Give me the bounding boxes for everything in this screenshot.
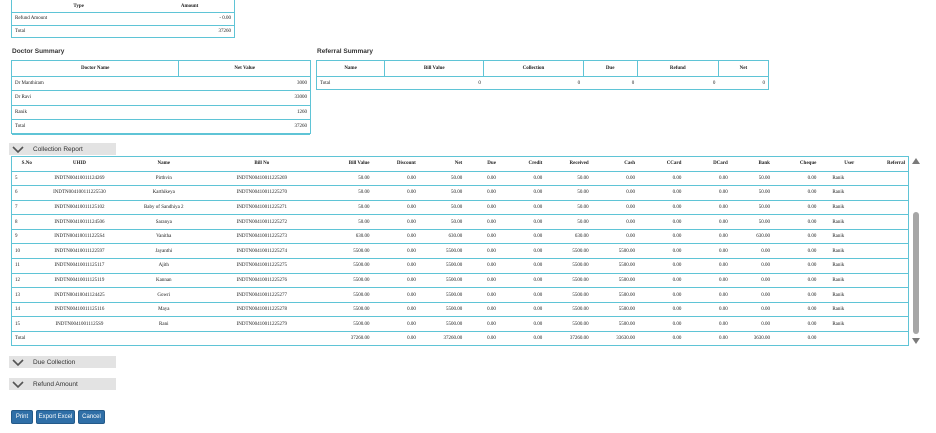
bank-cell: 0.00 xyxy=(731,244,773,259)
credit-cell: 0.00 xyxy=(499,200,545,215)
dcard-cell: 0.00 xyxy=(684,332,730,346)
table-row xyxy=(12,91,310,106)
uhid-cell: INDTN00410011124269 xyxy=(42,171,118,186)
column-header-bill-value: Bill Value xyxy=(313,157,372,171)
cash-cell: 5500.00 xyxy=(592,288,638,303)
cash-cell: 0.00 xyxy=(592,229,638,244)
discount-cell: 0.00 xyxy=(372,288,418,303)
dcard-cell: 0.00 xyxy=(684,244,730,259)
uhid-cell: INDTN00410011125116 xyxy=(42,302,118,317)
bill-no-cell: INDTN00410011225269 xyxy=(210,171,313,186)
table-header-row xyxy=(12,0,234,13)
referral-cell xyxy=(857,317,908,332)
cash-cell: 5500.00 xyxy=(592,273,638,288)
referral-cell xyxy=(857,186,908,201)
cash-cell: 0.00 xyxy=(592,200,638,215)
received-cell: 50.00 xyxy=(545,186,591,201)
due-cell: 0.00 xyxy=(465,288,499,303)
user-cell: Ranik xyxy=(819,317,857,332)
name-cell: Maya xyxy=(117,302,210,317)
collection-report-toggle[interactable] xyxy=(9,143,116,155)
column-header-bank: Bank xyxy=(731,157,773,171)
cash-cell: 33630.00 xyxy=(592,332,638,346)
net-cell: 5500.00 xyxy=(419,244,465,259)
table-header-row xyxy=(12,61,310,76)
received-cell: 5500.00 xyxy=(545,288,591,303)
column-header-collection: Collection xyxy=(484,61,583,76)
dcard-cell: 0.00 xyxy=(684,200,730,215)
column-header-name: Name xyxy=(117,157,210,171)
bill-no-cell: INDTN00410011225271 xyxy=(210,200,313,215)
bank-cell: 0.00 xyxy=(731,273,773,288)
user-cell: Ranik xyxy=(819,215,857,230)
cash-cell: 0.00 xyxy=(592,171,638,186)
name-cell: Ajith xyxy=(117,259,210,274)
column-header-doctor-name: Doctor Name xyxy=(12,61,179,76)
type-amount-table xyxy=(11,0,235,38)
sno-cell: 5 xyxy=(12,171,42,186)
credit-cell: 0.00 xyxy=(499,302,545,317)
discount-cell: 0.00 xyxy=(372,244,418,259)
table-row xyxy=(12,120,310,135)
bill-value-cell: 5500.00 xyxy=(313,244,372,259)
user-cell: Ranik xyxy=(819,273,857,288)
column-header-type: Type xyxy=(12,0,145,13)
table-row xyxy=(12,317,908,332)
due-cell: 0.00 xyxy=(465,200,499,215)
discount-cell: 0.00 xyxy=(372,171,418,186)
refund-amount-toggle[interactable] xyxy=(9,378,116,390)
amount-cell: - 0.00 xyxy=(145,13,234,26)
column-header-uhid: UHID xyxy=(42,157,118,171)
net-cell: 5500.00 xyxy=(419,273,465,288)
uhid-cell: INDTN00410011125119 xyxy=(42,273,118,288)
referral-summary-title: Referral Summary xyxy=(317,48,373,55)
credit-cell: 0.00 xyxy=(499,273,545,288)
ccard-cell: 0.00 xyxy=(638,244,684,259)
bill-value-cell: 5500.00 xyxy=(313,302,372,317)
table-row xyxy=(12,13,234,26)
cheque-cell: 0.00 xyxy=(773,332,819,346)
net-value-cell: 1260 xyxy=(179,105,310,120)
ccard-cell: 0.00 xyxy=(638,317,684,332)
sno-cell: 13 xyxy=(12,288,42,303)
uhid-cell xyxy=(42,332,118,346)
sno-cell: 9 xyxy=(12,229,42,244)
net-value-cell: 33000 xyxy=(179,91,310,106)
net-cell: 5500.00 xyxy=(419,259,465,274)
table-row xyxy=(12,76,310,91)
column-header-received: Received xyxy=(545,157,591,171)
column-header-cheque: Cheque xyxy=(773,157,819,171)
collection-report-label: Collection Report xyxy=(33,145,83,153)
column-header-refund: Refund xyxy=(637,61,718,76)
column-header-cash: Cash xyxy=(592,157,638,171)
referral-cell xyxy=(857,200,908,215)
column-header-name: Name xyxy=(317,61,385,76)
net-cell: 50.00 xyxy=(419,186,465,201)
cheque-cell: 0.00 xyxy=(773,244,819,259)
user-cell: Ranik xyxy=(819,288,857,303)
table-row xyxy=(12,332,908,346)
cash-cell: 5500.00 xyxy=(592,302,638,317)
name-cell: Kannan xyxy=(117,273,210,288)
cheque-cell: 0.00 xyxy=(773,200,819,215)
referral-cell xyxy=(857,288,908,303)
table-row xyxy=(12,259,908,274)
bill-value-cell: 5500.00 xyxy=(313,259,372,274)
bank-cell: 630.00 xyxy=(731,229,773,244)
user-cell: Ranik xyxy=(819,171,857,186)
user-cell xyxy=(819,332,857,346)
received-cell: 37260.00 xyxy=(545,332,591,346)
discount-cell: 0.00 xyxy=(372,259,418,274)
received-cell: 630.00 xyxy=(545,229,591,244)
net-cell: 630.00 xyxy=(419,229,465,244)
referral-summary-table xyxy=(316,60,769,90)
column-header-credit: Credit xyxy=(499,157,545,171)
dcard-cell: 0.00 xyxy=(684,259,730,274)
sno-cell: 6 xyxy=(12,186,42,201)
bill-value-cell: 5500.00 xyxy=(313,317,372,332)
refund-cell: 0 xyxy=(712,80,716,86)
credit-cell: 0.00 xyxy=(499,244,545,259)
due-cell: 0.00 xyxy=(465,215,499,230)
name-cell: Baby of Sandhiya 2 xyxy=(117,200,210,215)
discount-cell: 0.00 xyxy=(372,215,418,230)
bank-cell: 50.00 xyxy=(731,186,773,201)
received-cell: 5500.00 xyxy=(545,259,591,274)
bank-cell: 50.00 xyxy=(731,200,773,215)
bill-value-cell: 50.00 xyxy=(313,186,372,201)
ccard-cell: 0.00 xyxy=(638,332,684,346)
net-cell: 5500.00 xyxy=(419,288,465,303)
collection-report-scrollbar[interactable] xyxy=(911,156,921,346)
table-row xyxy=(12,171,908,186)
table-row xyxy=(12,302,908,317)
bill-value-cell: 50.00 xyxy=(313,215,372,230)
uhid-cell: INDTN00410041124425 xyxy=(42,288,118,303)
net-value-cell: 3000 xyxy=(179,76,310,91)
net-cell: 0 xyxy=(762,80,765,86)
discount-cell: 0.00 xyxy=(372,302,418,317)
bill-no-cell: INDTN00410011225279 xyxy=(210,317,313,332)
user-cell: Ranik xyxy=(819,200,857,215)
net-cell: 50.00 xyxy=(419,215,465,230)
column-header-ccard: CCard xyxy=(638,157,684,171)
ccard-cell: 0.00 xyxy=(638,186,684,201)
table-row xyxy=(12,229,908,244)
bank-cell: 0.00 xyxy=(731,288,773,303)
uhid-cell: INDTN004100111225S4 xyxy=(42,229,118,244)
dcard-cell: 0.00 xyxy=(684,186,730,201)
due-cell: 0.00 xyxy=(465,244,499,259)
chevron-down-icon xyxy=(11,144,25,154)
credit-cell: 0.00 xyxy=(499,186,545,201)
sno-cell: 7 xyxy=(12,200,42,215)
chevron-down-icon xyxy=(11,379,25,389)
due-collection-label: Due Collection xyxy=(33,358,76,366)
due-cell: 0.00 xyxy=(465,317,499,332)
due-cell: 0.00 xyxy=(465,229,499,244)
referral-cell xyxy=(857,273,908,288)
sno-cell: 8 xyxy=(12,215,42,230)
column-header-dcard: DCard xyxy=(684,157,730,171)
sno-cell: 14 xyxy=(12,302,42,317)
ccard-cell: 0.00 xyxy=(638,215,684,230)
chevron-down-icon xyxy=(11,357,25,367)
cash-cell: 5500.00 xyxy=(592,259,638,274)
bill-value-cell: 0 xyxy=(478,80,481,86)
cash-cell: 0.00 xyxy=(592,215,638,230)
ccard-cell: 0.00 xyxy=(638,302,684,317)
bank-cell: 0.00 xyxy=(731,259,773,274)
dcard-cell: 0.00 xyxy=(684,288,730,303)
cash-cell: 5500.00 xyxy=(592,317,638,332)
uhid-cell: INDTN00410011125S9 xyxy=(42,317,118,332)
due-cell: 0.00 xyxy=(465,186,499,201)
dcard-cell: 0.00 xyxy=(684,302,730,317)
bank-cell: 50.00 xyxy=(731,215,773,230)
due-cell: 0 xyxy=(631,80,635,86)
net-cell: 5500.00 xyxy=(419,317,465,332)
discount-cell: 0.00 xyxy=(372,200,418,215)
uhid-cell: INDTN004100111225530 xyxy=(42,186,118,201)
table-header-row xyxy=(12,157,908,171)
cheque-cell: 0.00 xyxy=(773,302,819,317)
discount-cell: 0.00 xyxy=(372,186,418,201)
ccard-cell: 0.00 xyxy=(638,200,684,215)
column-header-discount: Discount xyxy=(372,157,418,171)
cheque-cell: 0.00 xyxy=(773,317,819,332)
sno-cell: Total xyxy=(12,332,42,346)
scroll-up-arrow-icon[interactable] xyxy=(912,158,920,164)
name-cell: Vanitha xyxy=(117,229,210,244)
type-cell: Refund Amount xyxy=(12,13,145,26)
uhid-cell: INDTN00410011124506 xyxy=(42,215,118,230)
bill-value-cell: 5500.00 xyxy=(313,288,372,303)
bill-value-cell: 50.00 xyxy=(313,200,372,215)
user-cell: Ranik xyxy=(819,259,857,274)
received-cell: 50.00 xyxy=(545,200,591,215)
dcard-cell: 0.00 xyxy=(684,273,730,288)
due-collection-toggle[interactable] xyxy=(9,356,116,368)
name-cell: Rani xyxy=(117,317,210,332)
table-row xyxy=(12,200,908,215)
ccard-cell: 0.00 xyxy=(638,229,684,244)
name-cell: Karthikeya xyxy=(117,186,210,201)
discount-cell: 0.00 xyxy=(372,317,418,332)
received-cell: 50.00 xyxy=(545,215,591,230)
doctor-name-cell: Dr Manthiram xyxy=(12,76,179,91)
net-cell: 50.00 xyxy=(419,200,465,215)
column-header-net-value: Net Value xyxy=(179,61,310,76)
type-cell: Total xyxy=(12,25,145,38)
due-cell: 0.00 xyxy=(465,302,499,317)
export-excel-button[interactable]: Export Excel xyxy=(36,410,75,424)
ccard-cell: 0.00 xyxy=(638,288,684,303)
net-cell: 37260.00 xyxy=(419,332,465,346)
bill-value-cell: 630.00 xyxy=(313,229,372,244)
column-header-user: User xyxy=(819,157,857,171)
column-header-net: Net xyxy=(718,61,768,76)
net-cell: 50.00 xyxy=(419,171,465,186)
column-header-due: Due xyxy=(465,157,499,171)
column-header-bill-value: Bill Value xyxy=(385,61,484,76)
column-header-net: Net xyxy=(419,157,465,171)
dcard-cell: 0.00 xyxy=(684,171,730,186)
name-cell: Pirthvin xyxy=(117,171,210,186)
bill-no-cell: INDTN00410011225275 xyxy=(210,259,313,274)
discount-cell: 0.00 xyxy=(372,229,418,244)
table-header-row xyxy=(317,61,768,76)
credit-cell: 0.00 xyxy=(499,317,545,332)
uhid-cell: INDTN00410011122597 xyxy=(42,244,118,259)
cheque-cell: 0.00 xyxy=(773,288,819,303)
uhid-cell: INDTN00410011125102 xyxy=(42,200,118,215)
cash-cell: 0.00 xyxy=(592,186,638,201)
scroll-down-arrow-icon[interactable] xyxy=(912,338,920,344)
credit-cell: 0.00 xyxy=(499,229,545,244)
bank-cell: 0.00 xyxy=(731,317,773,332)
bill-no-cell: INDTN00410011225276 xyxy=(210,273,313,288)
cancel-button[interactable]: Cancel xyxy=(78,410,105,424)
doctor-name-cell: Dr Ravi xyxy=(12,91,179,106)
table-row xyxy=(12,244,908,259)
collection-report-table xyxy=(11,156,909,346)
doctor-summary-title: Doctor Summary xyxy=(12,48,65,55)
discount-cell: 0.00 xyxy=(372,332,418,346)
credit-cell: 0.00 xyxy=(499,259,545,274)
print-button[interactable]: Print xyxy=(11,410,33,424)
sno-cell: 10 xyxy=(12,244,42,259)
doctor-summary-table xyxy=(11,60,311,134)
bill-value-cell: 5500.00 xyxy=(313,273,372,288)
discount-cell: 0.00 xyxy=(372,273,418,288)
due-cell: 0.00 xyxy=(465,259,499,274)
dcard-cell: 0.00 xyxy=(684,229,730,244)
referral-cell xyxy=(857,259,908,274)
referral-cell xyxy=(857,215,908,230)
user-cell: Ranik xyxy=(819,229,857,244)
due-cell: 0.00 xyxy=(465,332,499,346)
table-row xyxy=(12,105,310,120)
ccard-cell: 0.00 xyxy=(638,171,684,186)
doctor-name-cell: Ranik xyxy=(12,105,179,120)
received-cell: 5500.00 xyxy=(545,273,591,288)
cheque-cell: 0.00 xyxy=(773,171,819,186)
column-header-referral: Referral xyxy=(857,157,908,171)
cheque-cell: 0.00 xyxy=(773,259,819,274)
cash-cell: 5500.00 xyxy=(592,244,638,259)
name-cell xyxy=(117,332,210,346)
credit-cell: 0.00 xyxy=(499,215,545,230)
referral-name-cell: Total xyxy=(320,80,331,86)
table-row xyxy=(12,288,908,303)
bill-no-cell: INDTN00410011225277 xyxy=(210,288,313,303)
credit-cell: 0.00 xyxy=(499,171,545,186)
table-row xyxy=(12,215,908,230)
referral-cell xyxy=(857,332,908,346)
bill-value-cell: 50.00 xyxy=(313,171,372,186)
due-cell: 0.00 xyxy=(465,171,499,186)
received-cell: 5500.00 xyxy=(545,244,591,259)
cheque-cell: 0.00 xyxy=(773,186,819,201)
net-cell: 5500.00 xyxy=(419,302,465,317)
ccard-cell: 0.00 xyxy=(638,273,684,288)
collection-cell: 0 xyxy=(577,80,581,86)
referral-cell xyxy=(857,302,908,317)
column-header-bill-no: Bill No xyxy=(210,157,313,171)
table-row xyxy=(12,186,908,201)
referral-cell xyxy=(857,229,908,244)
amount-cell: 37260 xyxy=(145,25,234,38)
bill-no-cell xyxy=(210,332,313,346)
uhid-cell: INDTN00410011125117 xyxy=(42,259,118,274)
credit-cell: 0.00 xyxy=(499,288,545,303)
scrollbar-thumb[interactable] xyxy=(913,212,919,334)
name-cell: Saranya xyxy=(117,215,210,230)
dcard-cell: 0.00 xyxy=(684,317,730,332)
refund-amount-label: Refund Amount xyxy=(33,380,78,388)
received-cell: 5500.00 xyxy=(545,317,591,332)
user-cell: Ranik xyxy=(819,244,857,259)
referral-cell xyxy=(857,244,908,259)
referral-cell xyxy=(857,171,908,186)
bank-cell: 3630.00 xyxy=(731,332,773,346)
user-cell: Ranik xyxy=(819,302,857,317)
bank-cell: 50.00 xyxy=(731,171,773,186)
ccard-cell: 0.00 xyxy=(638,259,684,274)
user-cell: Ranik xyxy=(819,186,857,201)
bank-cell: 0.00 xyxy=(731,302,773,317)
net-value-cell: 37260 xyxy=(179,120,310,135)
cheque-cell: 0.00 xyxy=(773,229,819,244)
table-row xyxy=(12,273,908,288)
bill-no-cell: INDTN00410011225270 xyxy=(210,186,313,201)
bill-no-cell: INDTN00410011225278 xyxy=(210,302,313,317)
cheque-cell: 0.00 xyxy=(773,273,819,288)
column-header-sno: S.No xyxy=(12,157,42,171)
doctor-name-cell: Total xyxy=(12,120,179,135)
bill-no-cell: INDTN00410011225273 xyxy=(210,229,313,244)
received-cell: 50.00 xyxy=(545,171,591,186)
bill-value-cell: 37260.00 xyxy=(313,332,372,346)
column-header-amount: Amount xyxy=(145,0,234,13)
table-row xyxy=(12,25,234,38)
sno-cell: 11 xyxy=(12,259,42,274)
received-cell: 5500.00 xyxy=(545,302,591,317)
due-cell: 0.00 xyxy=(465,273,499,288)
dcard-cell: 0.00 xyxy=(684,215,730,230)
name-cell: Gowri xyxy=(117,288,210,303)
cheque-cell: 0.00 xyxy=(773,215,819,230)
table-row xyxy=(317,76,768,90)
bill-no-cell: INDTN00410011225272 xyxy=(210,215,313,230)
name-cell: Jayanthi xyxy=(117,244,210,259)
sno-cell: 12 xyxy=(12,273,42,288)
sno-cell: 15 xyxy=(12,317,42,332)
credit-cell: 0.00 xyxy=(499,332,545,346)
column-header-due: Due xyxy=(583,61,637,76)
bill-no-cell: INDTN00410011225274 xyxy=(210,244,313,259)
